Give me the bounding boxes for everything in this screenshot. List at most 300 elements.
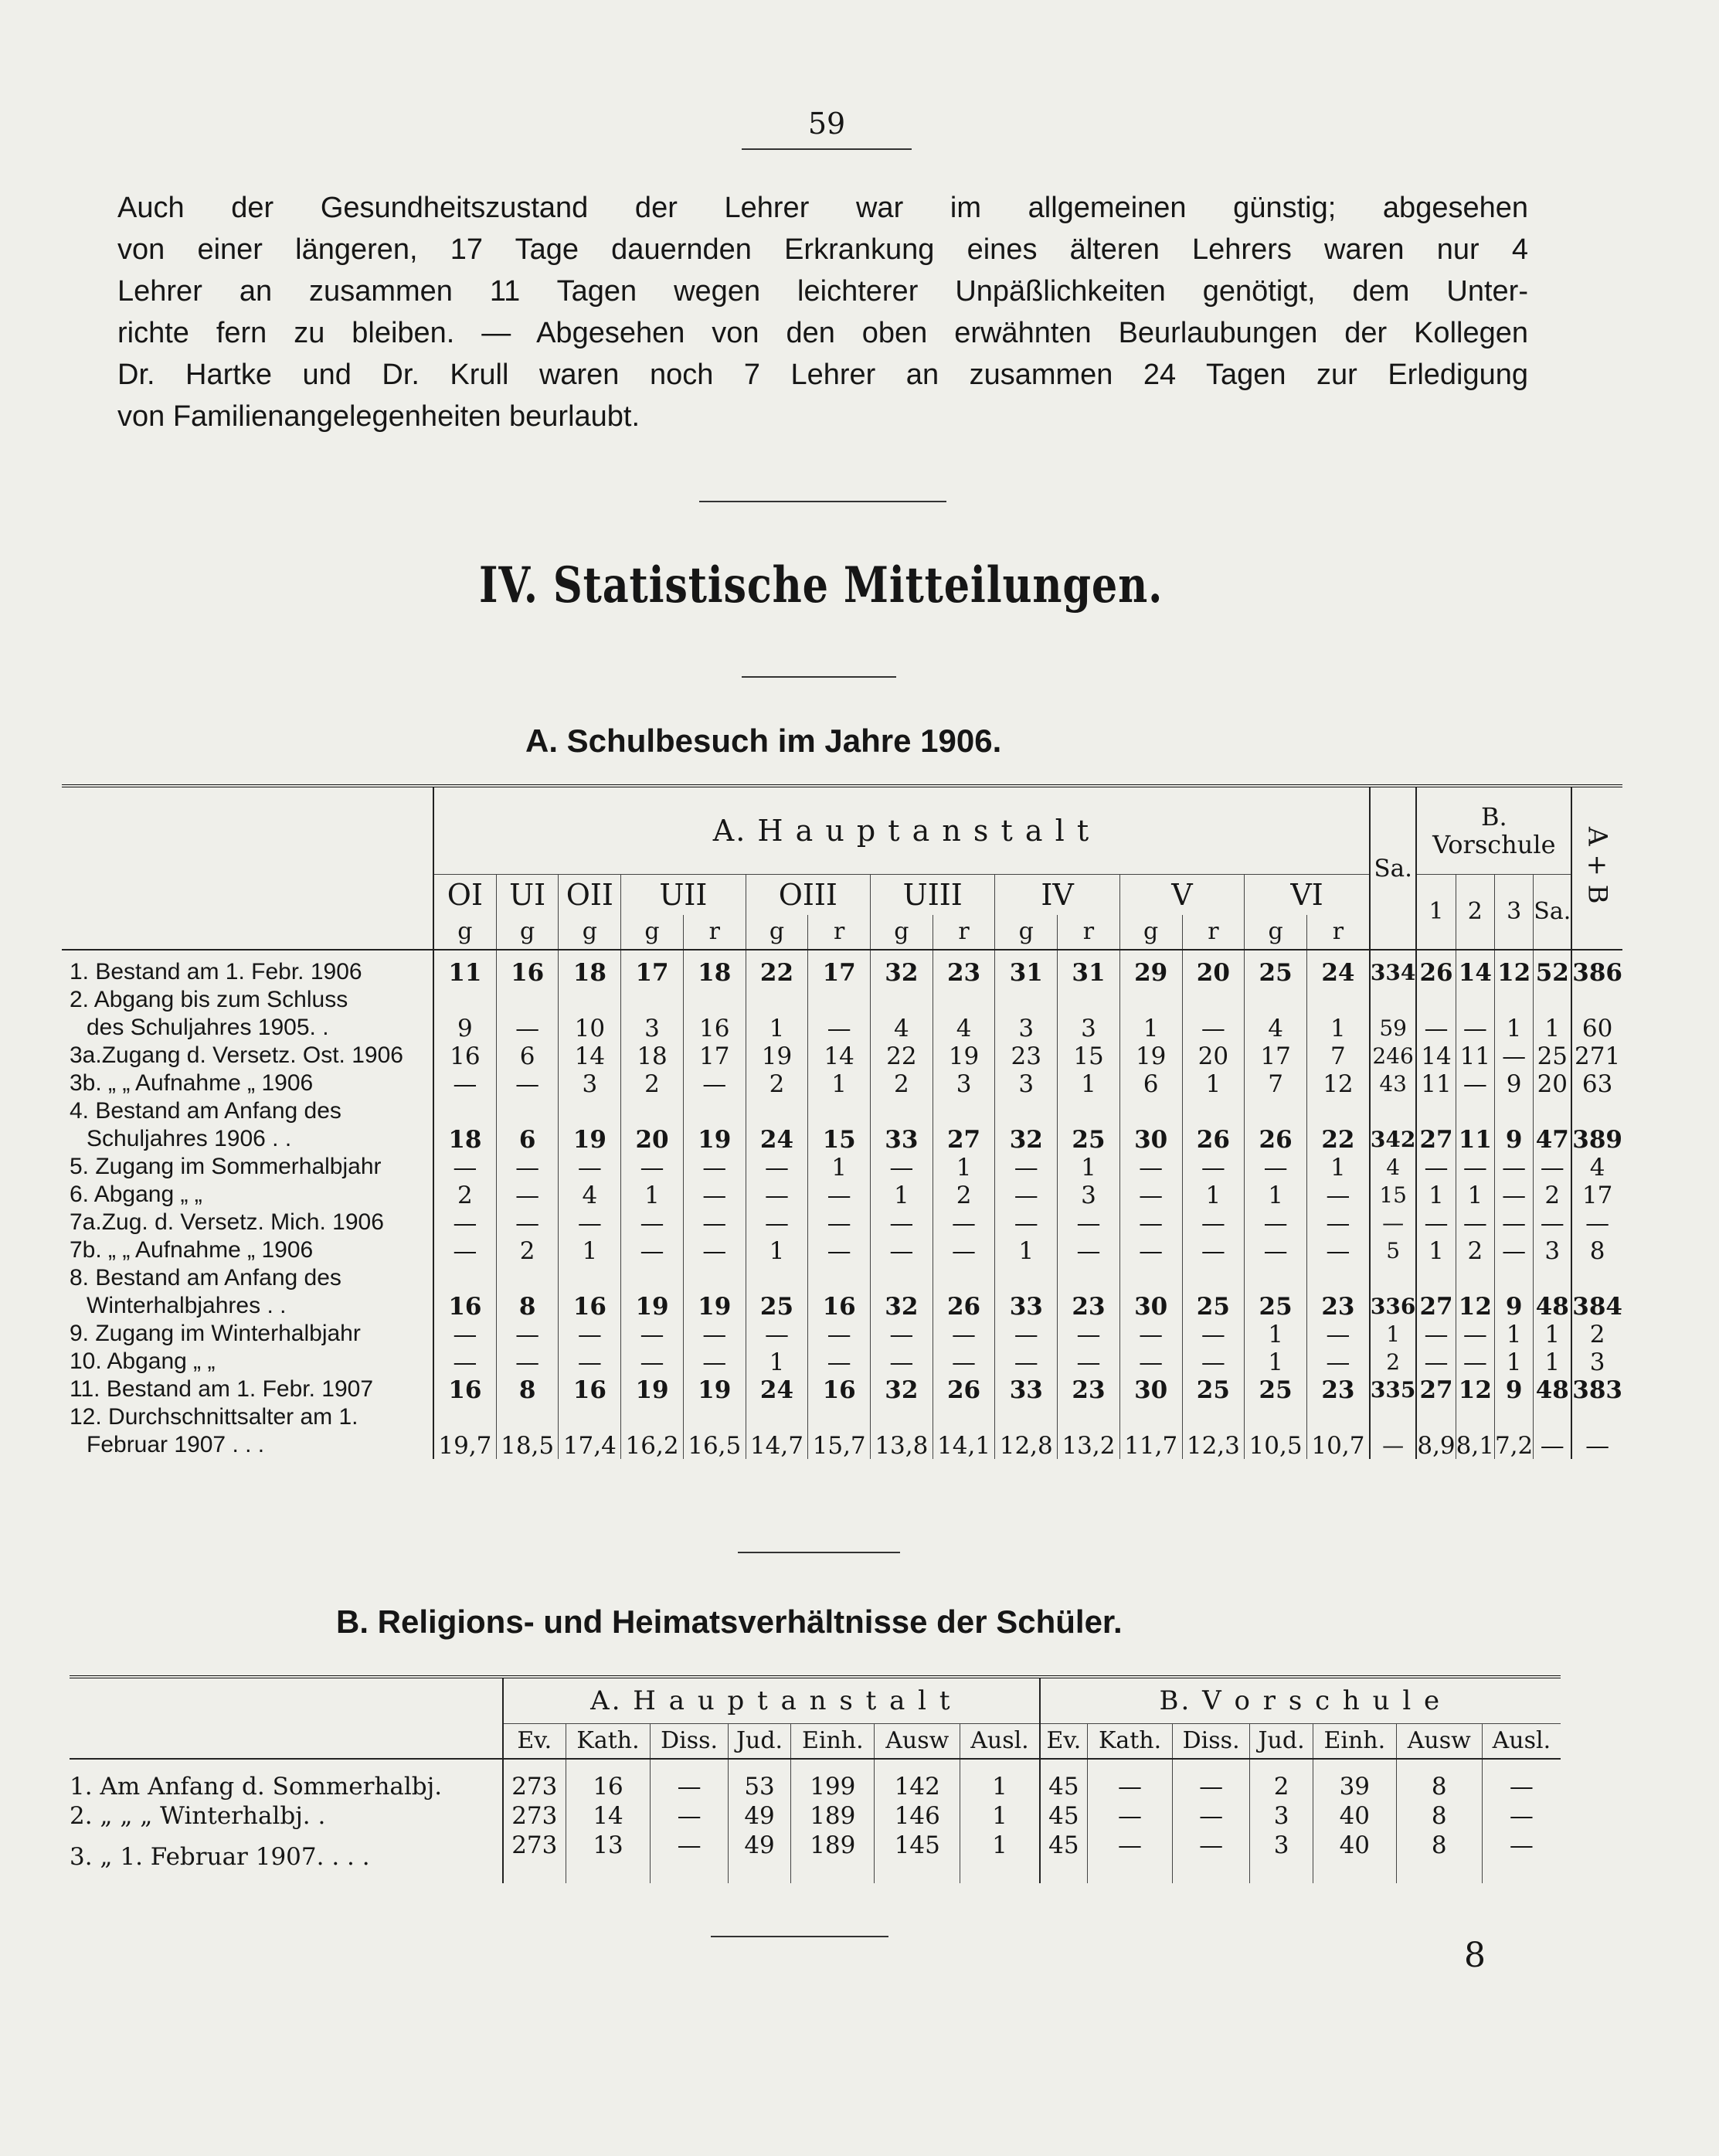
table-cell: —	[1571, 1209, 1622, 1236]
table-cell: 9	[1494, 1097, 1533, 1153]
table-cell: 2	[933, 1181, 995, 1209]
table-cell: 273	[503, 1831, 566, 1883]
table-cell: 13,8	[871, 1403, 933, 1459]
table-cell: —	[1482, 1831, 1561, 1883]
table-a-corner	[62, 786, 433, 950]
table-cell: 3	[1250, 1831, 1313, 1883]
table-cell: 2	[1571, 1320, 1622, 1348]
table-cell: —	[496, 1320, 559, 1348]
class-header: OI	[433, 875, 496, 916]
table-cell: 3	[995, 986, 1058, 1042]
table-cell: 23	[1058, 1264, 1120, 1320]
table-cell: 15,7	[808, 1403, 871, 1459]
table-cell: 383	[1572, 1376, 1622, 1404]
table-cell: —	[1306, 1236, 1369, 1264]
table-cell: 1	[1494, 1320, 1533, 1348]
table-cell: 16,2	[621, 1403, 684, 1459]
table-cell: 11	[433, 950, 496, 986]
table-cell: —	[1119, 1209, 1182, 1236]
table-cell: 8,9	[1416, 1403, 1456, 1459]
table-cell: 2	[746, 1069, 808, 1097]
table-cell: 14,1	[933, 1403, 995, 1459]
table-cell: 18	[683, 950, 746, 986]
religion-column-header: Ausw	[875, 1724, 960, 1760]
table-cell: 16	[683, 986, 746, 1042]
table-cell: 12,8	[995, 1403, 1058, 1459]
table-cell: 2	[1250, 1759, 1313, 1801]
table-cell: —	[1119, 1153, 1182, 1181]
table-cell: 19	[621, 1376, 684, 1403]
row-label	[62, 1320, 433, 1348]
class-header: UI	[496, 875, 559, 916]
table-row	[62, 1097, 1622, 1153]
table-cell: 1	[1306, 986, 1369, 1042]
table-cell: 12	[1306, 1069, 1369, 1097]
table-cell: 3	[1534, 1236, 1571, 1264]
row-label	[62, 1348, 433, 1376]
table-cell: —	[1494, 1181, 1533, 1209]
table-cell: 7	[1306, 1042, 1369, 1069]
table-cell: 1	[1534, 1348, 1571, 1376]
table-cell: —	[496, 1069, 559, 1097]
table-cell: 8	[1571, 1236, 1622, 1264]
table-cell: —	[433, 1236, 496, 1264]
table-row	[62, 950, 1622, 986]
paragraph-line: Dr. Hartke und Dr. Krull waren noch 7 Lehrer an zusammen 24 Tagen zur Erledigung	[117, 359, 1528, 391]
row-label	[62, 1236, 433, 1264]
table-cell: 9	[433, 986, 496, 1042]
table-cell: 27	[1416, 1376, 1456, 1403]
table-cell: 14	[1416, 1042, 1456, 1069]
table-cell: 1	[1058, 1069, 1120, 1097]
table-cell: —	[746, 1181, 808, 1209]
table-cell: —	[621, 1236, 684, 1264]
group-hauptanstalt-b: A. H a u p t a n s t a l t	[590, 1685, 953, 1716]
table-cell: 271	[1571, 1042, 1622, 1069]
table-cell: —	[433, 1320, 496, 1348]
table-cell: 16	[559, 1264, 621, 1320]
table-cell: 19	[933, 1042, 995, 1069]
table-cell: 18	[621, 1042, 684, 1069]
table-cell: 384	[1571, 1264, 1622, 1320]
table-cell: 14,7	[746, 1403, 808, 1459]
row-label-line: Winterhalbjahres . .	[87, 1293, 287, 1318]
table-cell: 32	[871, 950, 933, 986]
table-cell: 3	[559, 1069, 621, 1097]
row-label-line: Schuljahres 1906 . .	[87, 1126, 292, 1151]
table-cell: 16,5	[683, 1403, 746, 1459]
table-cell: —	[683, 1236, 746, 1264]
table-cell: 7	[1245, 1069, 1307, 1097]
row-label-line: 1. Bestand am 1. Febr. 1906	[70, 959, 362, 984]
table-cell: —	[651, 1831, 728, 1883]
table-cell: 17	[1245, 1042, 1307, 1069]
table-cell: —	[808, 1348, 871, 1376]
table-cell: 24	[746, 1376, 808, 1403]
table-cell: —	[808, 1181, 871, 1209]
table-cell: 27	[1416, 1097, 1456, 1153]
table-cell: —	[871, 1153, 933, 1181]
subcolumn-header: g	[1119, 915, 1182, 950]
table-cell: 13	[566, 1831, 651, 1883]
table-cell: —	[1370, 1403, 1416, 1459]
group-vorschule: B. Vorschule	[1416, 786, 1571, 875]
table-cell: 24	[1306, 950, 1369, 986]
table-cell: —	[995, 1153, 1058, 1181]
table-cell: 19	[683, 1376, 746, 1403]
table-cell: —	[1182, 1320, 1245, 1348]
table-cell: —	[651, 1759, 728, 1801]
row-label-line: 3a.Zugang d. Versetz. Ost. 1906	[70, 1042, 403, 1068]
subcolumn-header: g	[457, 918, 473, 945]
table-cell: 4	[1245, 986, 1307, 1042]
paragraph-line: richte fern zu bleiben. — Abgesehen von den oben erwähnten Beurlaubungen der Kollegen	[117, 317, 1528, 349]
table-cell: 16	[808, 1376, 871, 1403]
table-cell: 1	[1058, 1153, 1120, 1181]
table-row	[62, 1209, 1622, 1236]
table-cell: 26	[933, 1264, 995, 1320]
table-cell: —	[1182, 1236, 1245, 1264]
table-cell: —	[933, 1348, 995, 1376]
row-label-line: 8. Bestand am Anfang des	[70, 1265, 341, 1291]
table-cell: 4	[559, 1181, 621, 1209]
paragraph-line: von Familienangelegenheiten beurlaubt.	[117, 400, 640, 433]
table-cell: 1	[933, 1153, 995, 1181]
table-cell: 20	[1182, 1042, 1245, 1069]
table-cell: —	[1119, 1320, 1182, 1348]
row-label-line: 10. Abgang „ „	[70, 1348, 216, 1374]
class-header: UIII	[871, 875, 995, 916]
table-cell: 3	[621, 986, 684, 1042]
table-cell: 20	[1182, 950, 1245, 986]
table-cell: 8	[1396, 1831, 1482, 1883]
subcolumn-header: r	[683, 915, 746, 950]
table-cell: 1	[960, 1831, 1040, 1883]
table-cell: 23	[995, 1042, 1058, 1069]
religion-column-header: Kath.	[1088, 1724, 1173, 1760]
table-row	[62, 1348, 1622, 1376]
table-cell: 16	[559, 1376, 621, 1403]
row-label-line: 11. Bestand am 1. Febr. 1907	[70, 1376, 374, 1402]
table-cell: 13,2	[1058, 1403, 1120, 1459]
row-label	[62, 1042, 433, 1069]
table-cell: 18,5	[496, 1403, 559, 1459]
subcolumn-header: g	[496, 915, 559, 950]
table-cell: 273	[503, 1801, 566, 1831]
subcolumn-header: g	[746, 915, 808, 950]
table-cell: 8	[496, 1376, 559, 1403]
table-cell: 189	[791, 1801, 875, 1831]
table-cell: 26	[933, 1376, 995, 1403]
school-attendance-table	[62, 784, 1622, 1459]
table-cell: 14	[566, 1801, 651, 1831]
group-sa: Sa.	[1370, 786, 1416, 950]
table-cell: 3	[1058, 986, 1120, 1042]
religion-column-header: Diss.	[651, 1724, 728, 1760]
table-row	[62, 1236, 1622, 1264]
table-row	[62, 1042, 1622, 1069]
row-label-line: des Schuljahres 1905. .	[87, 1015, 329, 1040]
table-cell: 32	[871, 1264, 933, 1320]
table-cell: 30	[1119, 1097, 1182, 1153]
table-cell: —	[871, 1320, 933, 1348]
religion-column-header: Kath.	[566, 1724, 651, 1760]
table-cell: 9	[1494, 1376, 1533, 1403]
table-cell: 4	[871, 986, 933, 1042]
table-cell: —	[746, 1320, 808, 1348]
divider	[699, 501, 946, 502]
table-cell: 20	[621, 1097, 684, 1153]
table-cell: —	[683, 1181, 746, 1209]
table-cell: 1	[1306, 1153, 1369, 1181]
table-cell: —	[1494, 1209, 1533, 1236]
table-cell: —	[746, 1153, 808, 1181]
paragraph-line: Lehrer an zusammen 11 Tagen wegen leichterer Unpäßlichkeiten genötigt, dem Unter-	[117, 275, 1528, 308]
table-cell: 19	[746, 1042, 808, 1069]
table-cell: 1	[960, 1759, 1040, 1801]
table-cell: 1	[1416, 1181, 1456, 1209]
table-cell: 14	[808, 1042, 871, 1069]
table-cell: 1	[808, 1153, 871, 1181]
paragraph-line: von einer längeren, 17 Tage dauernden Erkrankung eines älteren Lehrers waren nur 4	[117, 233, 1528, 266]
row-label	[62, 1376, 433, 1403]
vorschule-header: 2	[1456, 875, 1494, 950]
table-cell: —	[871, 1236, 933, 1264]
table-cell: 18	[559, 950, 621, 986]
table-cell: 26	[1416, 950, 1456, 986]
table-cell: 1	[960, 1801, 1040, 1831]
table-cell: 6	[496, 1097, 559, 1153]
section-title: IV. Statistische Mitteilungen.	[479, 556, 1164, 614]
table-cell: —	[808, 986, 871, 1042]
religion-column-header: Ausl.	[1482, 1724, 1561, 1760]
table-cell: 25	[1245, 1376, 1307, 1403]
subcolumn-header: r	[1306, 915, 1369, 950]
table-cell: —	[1119, 1348, 1182, 1376]
table-cell: —	[808, 1320, 871, 1348]
table-cell: 334	[1370, 950, 1416, 986]
subcolumn-header: g	[995, 915, 1058, 950]
table-cell: —	[1306, 1348, 1369, 1376]
subcolumn-header: g	[559, 915, 621, 950]
row-label	[62, 1153, 433, 1181]
subcolumn-header: g	[1245, 915, 1307, 950]
table-row	[62, 986, 1622, 1042]
class-header: V	[1119, 875, 1244, 916]
table-cell: 4	[1370, 1153, 1416, 1181]
table-cell: —	[1182, 1153, 1245, 1181]
religion-column-header: Ausw	[1396, 1724, 1482, 1760]
table-cell: 1	[1182, 1069, 1245, 1097]
table-cell: 2	[1456, 1236, 1494, 1264]
table-cell: 19	[683, 1097, 746, 1153]
table-cell: 23	[1306, 1264, 1369, 1320]
table-cell: 11	[1456, 1097, 1494, 1153]
table-cell: —	[1456, 1153, 1494, 1181]
table-b-title: B. Religions- und Heimatsverhältnisse der Schüler.	[336, 1603, 1123, 1640]
table-cell: 1	[1182, 1181, 1245, 1209]
table-cell: 1	[1245, 1348, 1307, 1376]
table-cell: —	[1245, 1209, 1307, 1236]
row-label	[62, 1181, 433, 1209]
divider	[742, 676, 896, 678]
table-cell: 189	[791, 1831, 875, 1883]
religion-column-header: Ev.	[503, 1724, 566, 1760]
table-cell: 10	[559, 986, 621, 1042]
row-label	[62, 950, 433, 986]
subcolumn-header: g	[621, 915, 684, 950]
religion-column-header: Einh.	[791, 1724, 875, 1760]
table-a-title: A. Schulbesuch im Jahre 1906.	[525, 723, 1002, 759]
religion-column-header: Ev.	[1040, 1724, 1088, 1760]
table-cell: —	[995, 1348, 1058, 1376]
table-cell: —	[1173, 1801, 1250, 1831]
table-cell: —	[683, 1209, 746, 1236]
row-label	[62, 986, 433, 1042]
table-cell: —	[1119, 1236, 1182, 1264]
group-a-plus-b: A + B	[1581, 827, 1613, 904]
table-cell: 142	[875, 1759, 960, 1801]
table-cell: —	[1088, 1759, 1173, 1801]
table-cell: 43	[1370, 1069, 1416, 1097]
table-cell: 32	[871, 1376, 933, 1403]
group-vorschule-b: B. V o r s c h u l e	[1040, 1677, 1561, 1724]
table-cell: 3	[1058, 1181, 1120, 1209]
table-cell: —	[1416, 1320, 1456, 1348]
table-cell: 19	[1119, 1042, 1182, 1069]
table-cell: 47	[1534, 1097, 1571, 1153]
table-cell: —	[1306, 1209, 1369, 1236]
table-cell: —	[1534, 1153, 1571, 1181]
row-label	[62, 1097, 433, 1153]
table-cell: 389	[1571, 1097, 1622, 1153]
table-cell: —	[808, 1209, 871, 1236]
table-cell: 22	[746, 950, 808, 986]
table-cell: —	[1416, 1348, 1456, 1376]
table-row	[70, 1831, 1561, 1883]
table-row	[62, 1069, 1622, 1097]
table-cell: —	[1245, 1153, 1307, 1181]
table-cell: —	[995, 1320, 1058, 1348]
row-label-line: 3b. „ „ Aufnahme „ 1906	[70, 1070, 314, 1096]
table-cell: 14	[1456, 950, 1494, 986]
table-cell: 2	[496, 1236, 559, 1264]
table-cell: 25	[746, 1264, 808, 1320]
table-cell: —	[559, 1348, 621, 1376]
table-cell: —	[1173, 1831, 1250, 1883]
table-cell: 27	[933, 1097, 995, 1153]
table-cell: —	[1088, 1801, 1173, 1831]
table-cell: —	[1456, 1209, 1494, 1236]
table-cell: 23	[933, 950, 995, 986]
table-cell: 8	[1396, 1759, 1482, 1801]
table-cell: 12	[1456, 1264, 1494, 1320]
table-cell: 45	[1040, 1759, 1088, 1801]
table-cell: 45	[1040, 1801, 1088, 1831]
religion-column-header: Ausl.	[960, 1724, 1040, 1760]
table-cell: —	[871, 1348, 933, 1376]
religion-column-header: Jud.	[1250, 1724, 1313, 1760]
table-cell: 17	[683, 1042, 746, 1069]
table-cell: 16	[808, 1264, 871, 1320]
table-cell: 199	[791, 1759, 875, 1801]
table-cell: —	[933, 1209, 995, 1236]
table-cell: —	[808, 1236, 871, 1264]
table-cell: 1	[746, 986, 808, 1042]
table-cell: 12	[1456, 1376, 1494, 1403]
table-cell: 15	[1058, 1042, 1120, 1069]
table-cell: 3	[995, 1069, 1058, 1097]
table-cell: 23	[1058, 1376, 1120, 1403]
table-cell: 49	[728, 1801, 791, 1831]
table-cell: 4	[1571, 1153, 1622, 1181]
table-cell: 39	[1313, 1759, 1396, 1801]
table-cell: —	[1245, 1236, 1307, 1264]
row-label-line: 5. Zugang im Sommerhalbjahr	[70, 1154, 382, 1179]
table-cell: —	[1058, 1236, 1120, 1264]
table-cell: 10,5	[1245, 1403, 1307, 1459]
row-label	[62, 1209, 433, 1236]
table-cell: 1	[621, 1181, 684, 1209]
table-cell: 246	[1370, 1042, 1416, 1069]
table-cell: —	[433, 1153, 496, 1181]
table-cell: —	[1182, 1348, 1245, 1376]
table-row	[62, 1403, 1622, 1459]
table-cell: —	[933, 1320, 995, 1348]
page-number: 59	[807, 107, 846, 141]
table-cell: 11	[1416, 1069, 1456, 1097]
table-cell: —	[683, 1348, 746, 1376]
table-cell: 273	[503, 1759, 566, 1801]
table-row	[62, 1153, 1622, 1181]
table-cell: —	[1416, 1153, 1456, 1181]
table-cell: 49	[728, 1831, 791, 1883]
table-cell: 26	[1182, 1097, 1245, 1153]
table-cell: 1	[1494, 1348, 1533, 1376]
table-cell: —	[1182, 1209, 1245, 1236]
table-cell: —	[1494, 1153, 1533, 1181]
table-cell: —	[1456, 986, 1494, 1042]
table-cell: 8,1	[1456, 1403, 1494, 1459]
religion-column-header: Jud.	[728, 1724, 791, 1760]
table-cell: 23	[1306, 1376, 1369, 1403]
table-cell: 19	[621, 1264, 684, 1320]
table-cell: 29	[1119, 950, 1182, 986]
table-cell: 8	[1396, 1801, 1482, 1831]
table-cell: 60	[1571, 986, 1622, 1042]
subcolumn-header: r	[933, 915, 995, 950]
row-label-line: Februar 1907 . . .	[87, 1432, 265, 1457]
table-cell: 18	[433, 1097, 496, 1153]
table-cell: —	[1456, 1320, 1494, 1348]
table-cell: 25	[1182, 1264, 1245, 1320]
table-cell: —	[995, 1209, 1058, 1236]
table-cell: 2	[621, 1069, 684, 1097]
table-cell: 5	[1370, 1236, 1416, 1264]
table-cell: 386	[1571, 950, 1622, 986]
table-cell: 3	[1250, 1801, 1313, 1831]
table-cell: 10,7	[1306, 1403, 1369, 1459]
table-cell: —	[1494, 1236, 1533, 1264]
table-cell: 33	[871, 1097, 933, 1153]
table-cell: 25	[1182, 1376, 1245, 1403]
vorschule-header: 3	[1494, 875, 1533, 950]
table-cell: 48	[1534, 1376, 1571, 1403]
table-cell: 335	[1370, 1377, 1416, 1403]
table-cell: —	[1482, 1801, 1561, 1831]
paragraph	[117, 187, 1528, 437]
table-cell: 24	[746, 1097, 808, 1153]
